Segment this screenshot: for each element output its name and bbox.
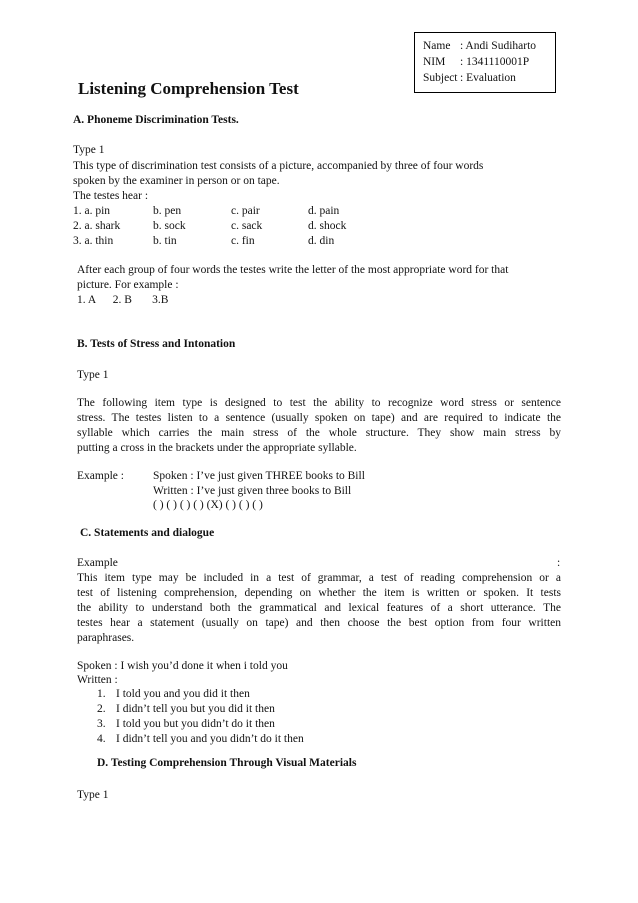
section-b-spoken: Spoken : I’ve just given THREE books to Bill: [153, 470, 365, 482]
list-item: [97, 717, 357, 732]
page-title: Listening Comprehension Test: [78, 79, 299, 98]
section-c-example-label: Example: [77, 557, 118, 569]
section-c-para-line: testes hear a statement (usually on tape) and then choose the best option from four written: [77, 617, 561, 629]
nim-label: NIM: [423, 56, 446, 68]
section-c-example-colon: :: [557, 557, 561, 569]
section-a-heading: A. Phoneme Discrimination Tests.: [73, 114, 239, 126]
word-c: c. fin: [231, 235, 255, 247]
section-c-para-line: This item type may be included in a test of grammar, a test of reading comprehension or a: [77, 572, 561, 584]
section-a-after-line2: picture. For example :: [77, 279, 179, 291]
word-d: d. din: [308, 235, 335, 247]
section-b-written: Written : I’ve just given three books to Bill: [153, 485, 352, 497]
student-info-box: [414, 32, 556, 93]
section-d-type: Type 1: [77, 789, 109, 801]
subject-row: [423, 70, 555, 86]
name-value: : Andi Sudiharto: [460, 40, 537, 52]
section-c-para-line: test of listening comprehension, depending on whether the item is written or spoken. It tests: [77, 587, 561, 599]
section-b-para-line: The following item type is designed to test the ability to recognize word stress or sentence: [77, 397, 561, 409]
option-text: I told you and you did it then: [116, 688, 250, 700]
list-item: [97, 702, 357, 717]
word-c: c. sack: [231, 220, 263, 232]
nim-row: [423, 54, 555, 70]
section-b-type: Type 1: [77, 369, 109, 381]
option-text: I didn’t tell you but you did it then: [116, 703, 275, 715]
name-label: Name: [423, 40, 451, 52]
section-b-para-line: stress. The testes listen to a sentence (usually spoken on tape) and are required to indicate the: [77, 412, 561, 424]
section-c-para-last: paraphrases.: [77, 632, 135, 644]
subject-value: : Evaluation: [460, 72, 516, 84]
section-b-para-last: putting a cross in the brackets under the appropriate syllable.: [77, 442, 357, 454]
word-b: b. pen: [153, 205, 182, 217]
option-text: I didn’t tell you and you didn’t do it then: [116, 733, 304, 745]
word-table: [73, 204, 403, 252]
section-a-type: Type 1: [73, 144, 105, 156]
section-a-after-line1: After each group of four words the testes write the letter of the most appropriate word for that: [77, 264, 509, 276]
section-a-answers: 1. A 2. B 3.B: [77, 294, 169, 306]
word-a: 2. a. shark: [73, 220, 121, 232]
word-a: 1. a. pin: [73, 205, 111, 217]
nim-value: : 1341110001P: [460, 56, 530, 68]
section-a-desc-line1: This type of discrimination test consists of a picture, accompanied by three of four words: [73, 160, 484, 172]
word-b: b. tin: [153, 235, 177, 247]
section-a-desc-line2: spoken by the examiner in person or on tape.: [73, 175, 280, 187]
word-b: b. sock: [153, 220, 186, 232]
options-list: [97, 687, 357, 747]
option-number: 3.: [97, 718, 106, 730]
section-c-heading: C. Statements and dialogue: [80, 527, 215, 539]
section-c-written: Written :: [77, 674, 118, 686]
option-text: I told you but you didn’t do it then: [116, 718, 275, 730]
word-d: d. shock: [308, 220, 347, 232]
section-b-brackets: ( ) ( ) ( ) ( ) (X) ( ) ( ) ( ): [153, 499, 263, 511]
option-number: 1.: [97, 688, 106, 700]
section-d-heading: D. Testing Comprehension Through Visual Materials: [97, 757, 357, 769]
section-b-heading: B. Tests of Stress and Intonation: [77, 338, 236, 350]
word-a: 3. a. thin: [73, 235, 114, 247]
section-c-spoken: Spoken : I wish you’d done it when i told you: [77, 660, 288, 672]
section-c-para-line: the ability to understand both the grammatical and lexical features of a short utterance. The: [77, 602, 561, 614]
word-c: c. pair: [231, 205, 260, 217]
section-b-para-line: syllable which carries the main stress of the whole structure. They show main stress by: [77, 427, 561, 439]
section-b-example-label: Example :: [77, 470, 124, 482]
option-number: 4.: [97, 733, 106, 745]
word-d: d. pain: [308, 205, 340, 217]
option-number: 2.: [97, 703, 106, 715]
section-a-hear-label: The testes hear :: [73, 190, 149, 202]
list-item: [97, 732, 357, 747]
list-item: [97, 687, 357, 702]
name-row: [423, 38, 555, 54]
subject-label: Subject: [423, 72, 458, 84]
